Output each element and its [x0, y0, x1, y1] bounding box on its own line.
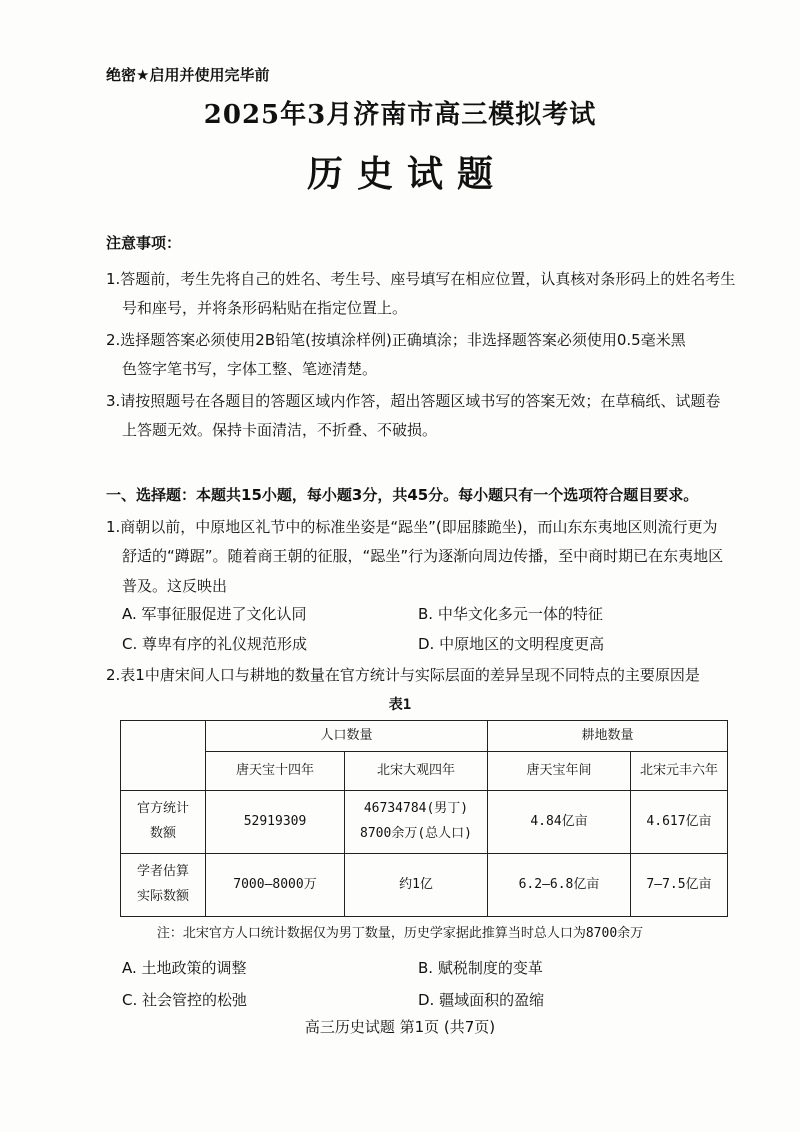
cell-scholar-song-land: 7—7.5亿亩 [631, 854, 728, 917]
q1-stem-line-1: 1.商朝以前，中原地区礼节中的标准坐姿是“跽坐”(即屈膝跪坐)，而山东东夷地区则流行更为 [106, 518, 718, 536]
cell-official-song-pop-total: 8700余万(总人口) [360, 826, 472, 841]
q1-option-d: D. 中原地区的文明程度更高 [418, 635, 605, 653]
cell-official-song-pop-male: 46734784(男丁) [363, 801, 469, 817]
q1-option-b: B. 中华文化多元一体的特征 [418, 605, 603, 623]
q2-stem: 2.表1中唐宋间人口与耕地的数量在官方统计与实际层面的差异呈现不同特点的主要原因是 [106, 666, 700, 684]
row-label-official [121, 791, 206, 854]
cell-scholar-song-pop: 约1亿 [345, 854, 488, 917]
subject-title: 历史试题 [306, 153, 507, 195]
q1-stem-line-2: 舒适的“蹲踞”。随着商王朝的征服，“跽坐”行为逐渐向周边传播，至中商时期已在东夷地区 [122, 547, 724, 565]
q2-option-b: B. 赋税制度的变革 [418, 959, 543, 977]
cell-scholar-tang-pop: 7000—8000万 [206, 854, 345, 917]
header-tang-land: 唐天宝年间 [488, 752, 631, 791]
cell-official-song-pop [345, 791, 488, 854]
header-land: 耕地数量 [488, 721, 728, 752]
note-line-3-cont: 上答题无效。保持卡面清洁，不折叠、不破损。 [122, 421, 438, 439]
q2-option-a: A. 土地政策的调整 [122, 959, 247, 977]
row-label-official-text: 官方统计数额 [137, 801, 190, 841]
cell-official-tang-land: 4.84亿亩 [488, 791, 631, 854]
notes-heading: 注意事项： [106, 234, 182, 252]
section-title: 一、选择题：本题共15小题，每小题3分，共45分。每小题只有一个选项符合题目要求。 [106, 486, 699, 504]
q1-stem-line-3: 普及。这反映出 [122, 577, 228, 595]
note-line-2-cont: 色签字笔书写，字体工整、笔迹清楚。 [122, 360, 378, 378]
cell-official-tang-pop: 52919309 [206, 791, 345, 854]
header-song-population: 北宋大观四年 [345, 752, 488, 791]
row-label-scholar [121, 854, 206, 917]
q1-option-a: A. 军事征服促进了文化认同 [122, 605, 307, 623]
note-line-1: 1.答题前，考生先将自己的姓名、考生号、座号填写在相应位置，认真核对条形码上的姓名考生 [106, 270, 736, 288]
table-corner-cell [121, 721, 206, 791]
q2-option-d: D. 疆域面积的盈缩 [418, 991, 545, 1009]
header-population: 人口数量 [206, 721, 488, 752]
exam-title: 2025年3月济南市高三模拟考试 [203, 100, 597, 130]
row-label-scholar-text: 学者估算实际数额 [137, 864, 190, 904]
note-line-3: 3.请按照题号在各题目的答题区域内作答，超出答题区域书写的答案无效；在草稿纸、试题卷 [106, 392, 721, 410]
table-caption: 表1 [388, 697, 412, 713]
secrecy-label: 绝密★启用并使用完毕前 [106, 66, 270, 84]
population-land-table [120, 720, 728, 917]
cell-scholar-tang-land: 6.2—6.8亿亩 [488, 854, 631, 917]
q1-option-c: C. 尊卑有序的礼仪规范形成 [122, 635, 308, 653]
note-line-2: 2.选择题答案必须使用2B铅笔(按填涂样例)正确填涂；非选择题答案必须使用0.5毫米黑 [106, 331, 686, 349]
table-note: 注：北宋官方人口统计数据仅为男丁数量，历史学家据此推算当时总人口为8700余万 [156, 926, 644, 941]
header-song-land: 北宋元丰六年 [631, 752, 728, 791]
page-footer: 高三历史试题 第1页 (共7页) [304, 1018, 496, 1036]
header-tang-population: 唐天宝十四年 [206, 752, 345, 791]
q2-option-c: C. 社会管控的松弛 [122, 991, 248, 1009]
note-line-1-cont: 号和座号，并将条形码粘贴在指定位置上。 [122, 299, 408, 317]
cell-official-song-land: 4.617亿亩 [631, 791, 728, 854]
